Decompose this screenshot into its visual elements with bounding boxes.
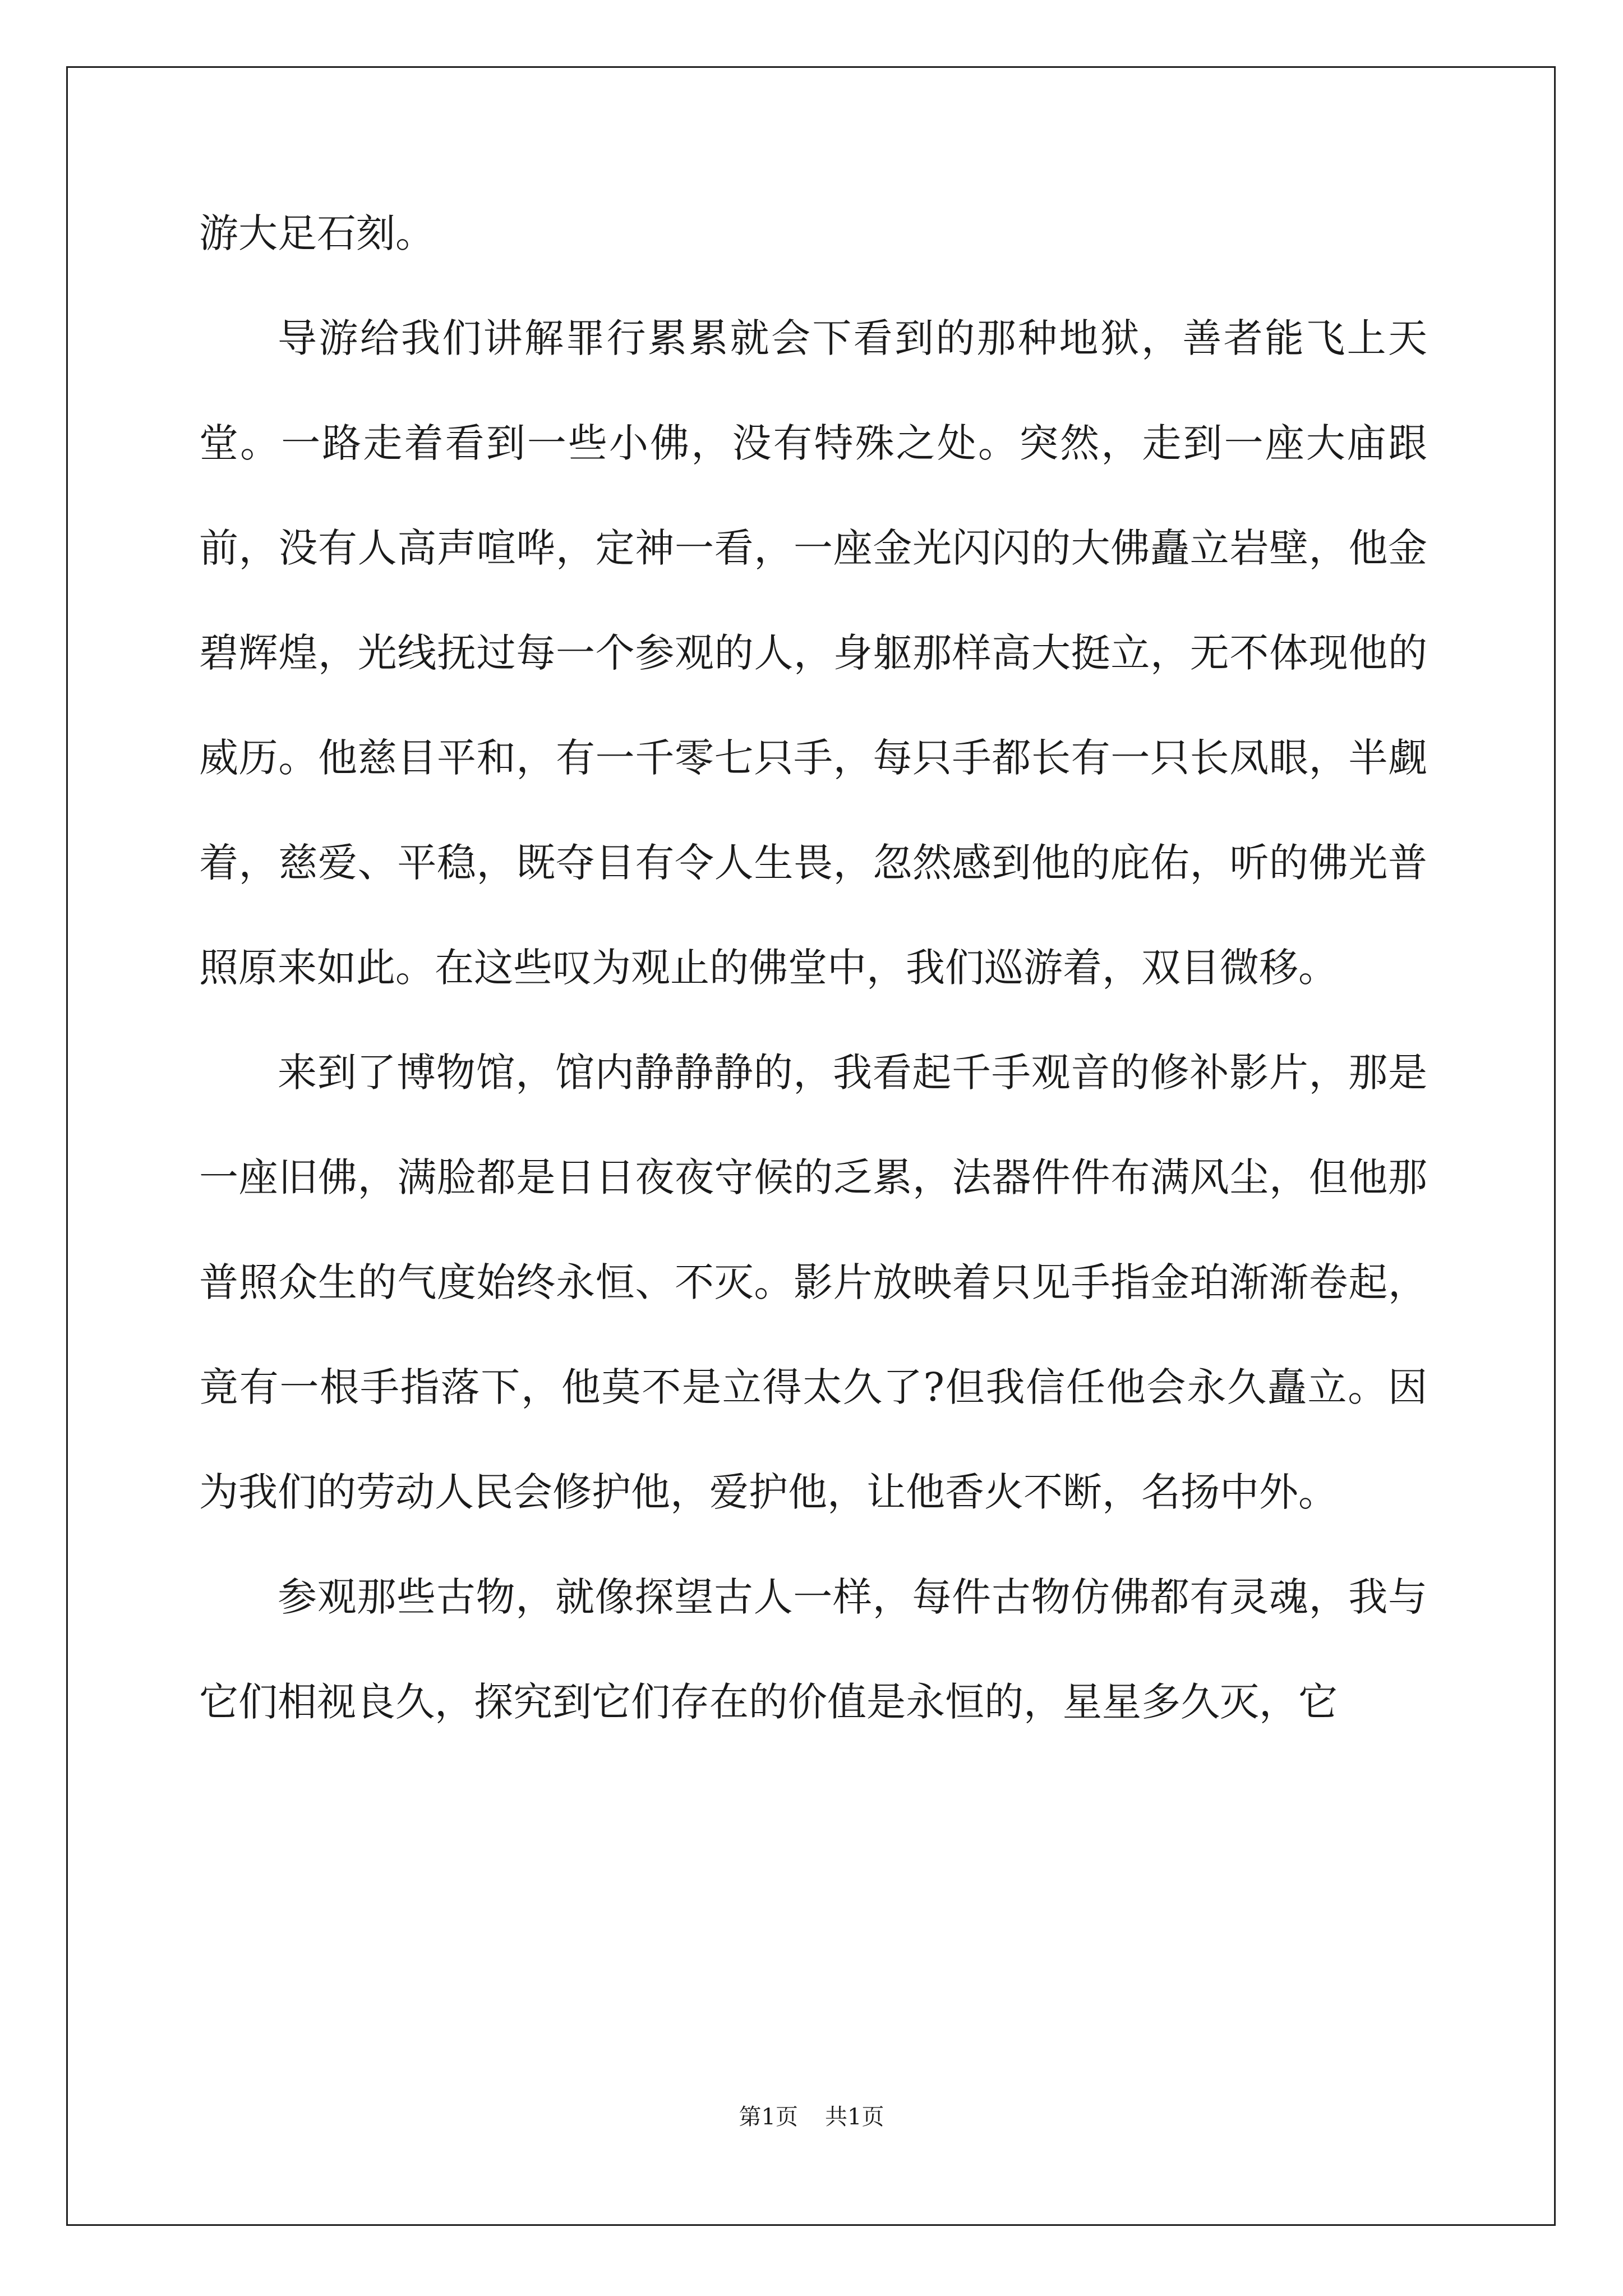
paragraph-2: 导游给我们讲解罪行累累就会下看到的那种地狱，善者能飞上天堂。一路走着看到一些小佛，没有特殊之处。突然，走到一座大庙跟前，没有人高声喧哗，定神一看，一座金光闪闪的大佛矗立岩壁，他金碧辉煌，光线抚过每一个参观的人，身躯那样高大挺立，无不体现他的威历。他慈目平和，有一千零七只手，每只手都长有一只长凤眼，半觑着，慈爱、平稳，既夺目有令人生畏，忽然感到他的庇佑，听的佛光普照原来如此。在这些叹为观止的佛堂中，我们巡游着，双目微移。 [199,315,1427,991]
page-number-current: 第1页 [739,2104,798,2130]
paragraph-1: 游大足石刻。 [199,210,435,256]
page-number-total: 共1页 [825,2104,884,2130]
document-body [199,205,1427,1755]
paragraph-4: 参观那些古物，就像探望古人一样，每件古物仿佛都有灵魂，我与它们相视良久，探究到它们存在的价值是永恒的，星星多久灭，它 [199,1574,1427,1725]
page-footer [0,2099,1623,2131]
paragraph-3: 来到了博物馆，馆内静静静的，我看起千手观音的修补影片，那是一座旧佛，满脸都是日日夜夜守候的乏累，法器件件布满风尘，但他那普照众生的气度始终永恒、不灭。影片放映着只见手指金珀渐渐卷起，竟有一根手指落下，他莫不是立得太久了?但我信任他会永久矗立。因为我们的劳动人民会修护他，爱护他，让他香火不断，名扬中外。 [199,1050,1427,1515]
